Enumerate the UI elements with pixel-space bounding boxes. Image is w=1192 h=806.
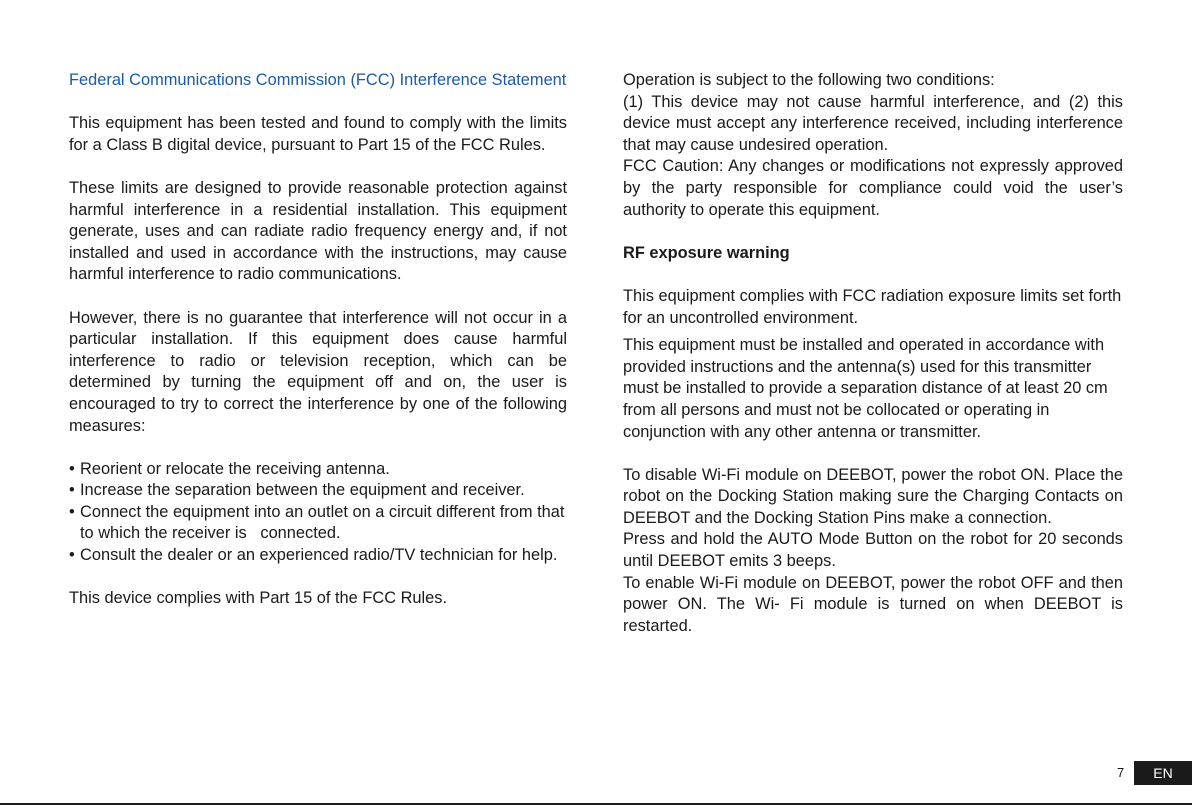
- list-item: [69, 502, 567, 545]
- language-tab: EN: [1134, 761, 1192, 785]
- wifi-disable-paragraph: To disable Wi-Fi module on DEEBOT, power the robot ON. Place the robot on the Docking Station making sure the Charging Contacts on DEEBOT and the Docking Station Pins make a connection.: [623, 465, 1123, 527]
- footer-divider: [0, 803, 1192, 805]
- list-item: [69, 459, 567, 481]
- list-item: [69, 545, 567, 567]
- spacer: [69, 567, 567, 589]
- right-column: [623, 70, 1123, 637]
- rf-exposure-limits-paragraph: This equipment complies with FCC radiation exposure limits set forth for an uncontrolled environment.: [623, 286, 1122, 327]
- fcc-statement-title: Federal Communications Commission (FCC) Interference Statement: [69, 71, 567, 89]
- wifi-enable-paragraph: To enable Wi-Fi module on DEEBOT, power the robot OFF and then power ON. The Wi- Fi module is turned on when DEEBOT is restarted.: [623, 573, 1123, 635]
- list-item-text: Increase the separation between the equipment and receiver.: [80, 481, 525, 500]
- measures-list: [69, 459, 567, 567]
- list-item-text: Consult the dealer or an experienced radio/TV technician for help.: [80, 546, 558, 565]
- spacer: [69, 286, 567, 308]
- list-item-text: Reorient or relocate the receiving antenna.: [80, 459, 390, 478]
- rf-installation-paragraph: This equipment must be installed and operated in accordance with provided instructions and the antenna(s) used for this transmitter must be installed to provide a separation distance of at least 20 cm from all persons and must not be collocated or operating in conjunction with any other antenna or transmitter.: [623, 336, 1108, 441]
- left-column: [69, 70, 567, 610]
- spacer: [623, 443, 1123, 465]
- list-item-text: Connect the equipment into an outlet on a circuit different from that to which the receiver is connected.: [80, 502, 569, 543]
- list-item: [69, 480, 567, 502]
- part15-paragraph: This device complies with Part 15 of the FCC Rules.: [69, 589, 448, 608]
- compliance-paragraph: This equipment has been tested and found to comply with the limits for a Class B digital device, pursuant to Part 15 of the FCC Rules.: [69, 114, 567, 154]
- spacer: [69, 156, 567, 178]
- spacer: [623, 221, 1123, 243]
- rf-exposure-heading: RF exposure warning: [623, 243, 790, 262]
- page-number: 7: [1117, 765, 1125, 780]
- no-guarantee-paragraph: However, there is no guarantee that interference will not occur in a particular installation. If this equipment does cause harmful interference to radio or television reception, which can be determined by turning the equipment off and on, the user is encouraged to try to correct the interference by one of the following measures:: [69, 308, 567, 435]
- fcc-caution-paragraph: FCC Caution: Any changes or modifications not expressly approved by the party responsible for compliance could void the user’s authority to operate this equipment.: [623, 157, 1123, 219]
- bullet-icon: •: [69, 546, 75, 565]
- conditions-intro: Operation is subject to the following two conditions:: [623, 71, 995, 89]
- bullet-icon: •: [69, 481, 75, 500]
- spacer: [69, 92, 567, 114]
- bullet-icon: •: [69, 459, 75, 478]
- limits-paragraph: These limits are designed to provide reasonable protection against harmful interference in a residential installation. This equipment generate, uses and can radiate radio frequency energy and, if not installed and used in accordance with the instructions, may cause harmful interference to radio communications.: [69, 178, 567, 284]
- wifi-hold-paragraph: Press and hold the AUTO Mode Button on the robot for 20 seconds until DEEBOT emits 3 beeps.: [623, 530, 1123, 571]
- spacer: [69, 437, 567, 459]
- bullet-icon: •: [69, 502, 75, 521]
- conditions-text: (1) This device may not cause harmful interference, and (2) this device must accept any interference received, including interference that may cause undesired operation.: [623, 92, 1123, 154]
- spacer: [623, 264, 1123, 286]
